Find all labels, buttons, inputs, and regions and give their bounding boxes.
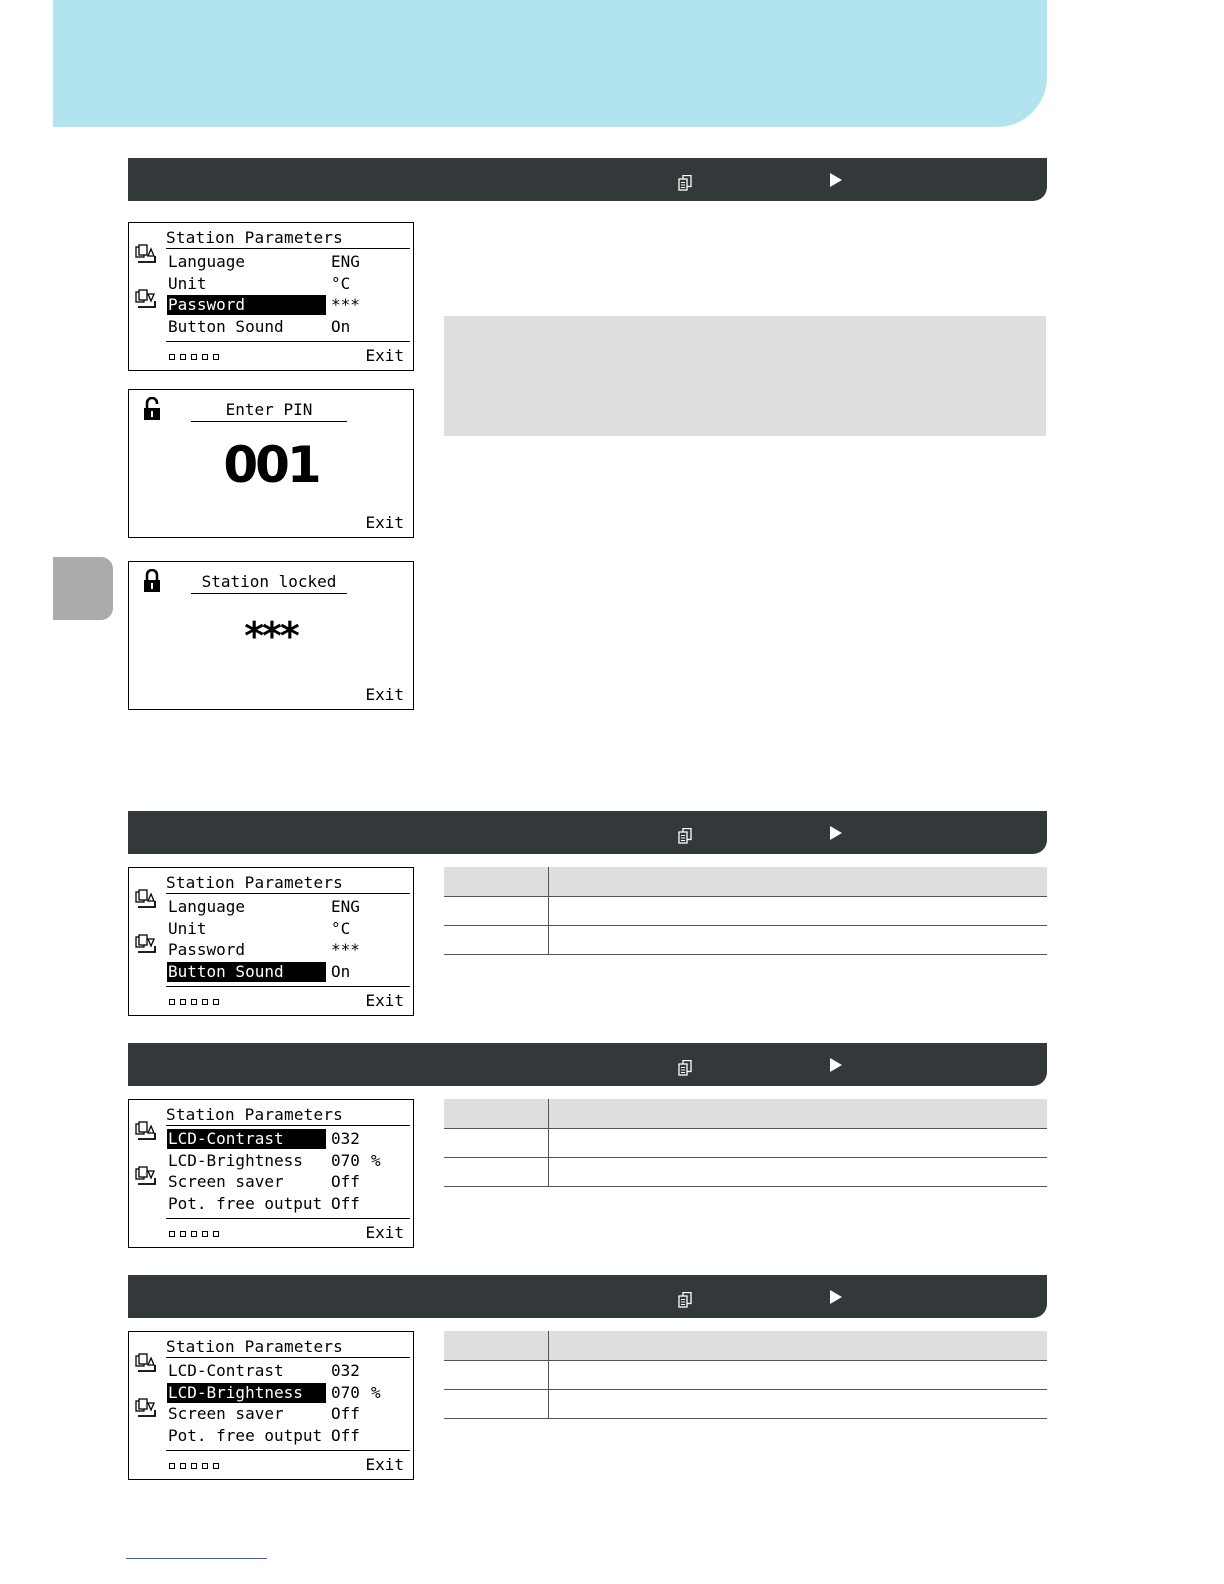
page-indicator [169, 354, 219, 360]
parameter-table-button-sound [444, 867, 1047, 957]
row-value: *** [331, 295, 360, 314]
row-value: °C [331, 274, 351, 293]
section-bar-lcd-brightness [128, 1275, 1047, 1318]
top-banner [53, 0, 1047, 127]
scroll-down-icon [135, 934, 157, 954]
lcd-title: Station Parameters [166, 1337, 343, 1356]
title-divider [166, 248, 410, 249]
bottom-divider [166, 1450, 410, 1451]
row-value: *** [331, 940, 360, 959]
page-indicator [169, 1231, 219, 1237]
play-arrow-icon [830, 826, 842, 840]
exit-button[interactable]: Exit [365, 991, 404, 1010]
row-value: Off [331, 1172, 360, 1191]
menu-list-icon [678, 1060, 692, 1076]
row-value: On [331, 962, 351, 981]
table-rule [444, 1418, 1047, 1419]
menu-list-icon [678, 828, 692, 844]
table-header [444, 867, 1047, 897]
scroll-down-icon [135, 289, 157, 309]
row-label: Pot. free output [168, 1194, 323, 1213]
row-value: ENG [331, 897, 360, 916]
lcd-title: Station Parameters [166, 1105, 343, 1124]
row-label: LCD-Brightness [167, 1383, 326, 1403]
row-value: Off [331, 1404, 360, 1423]
menu-list-icon [678, 1292, 692, 1308]
bottom-divider [166, 986, 410, 987]
pin-value[interactable]: 001 [223, 436, 319, 494]
masked-pin: *** [244, 614, 298, 658]
lcd-screen-password [128, 222, 414, 371]
row-label: Password [167, 295, 326, 315]
row-label: Screen saver [168, 1404, 284, 1423]
play-arrow-icon [830, 1290, 842, 1304]
exit-button[interactable]: Exit [365, 1223, 404, 1242]
table-column-divider [548, 1331, 549, 1419]
lcd-title: Station locked [201, 572, 337, 591]
table-rule [444, 1389, 1047, 1390]
row-label: Pot. free output [168, 1426, 323, 1445]
table-column-divider [548, 1099, 549, 1187]
scroll-down-icon [135, 1166, 157, 1186]
menu-list-icon [678, 175, 692, 191]
row-value: ENG [331, 252, 360, 271]
row-label: Language [168, 252, 246, 271]
row-value: 070 [331, 1383, 360, 1402]
exit-button[interactable]: Exit [365, 346, 404, 365]
play-arrow-icon [830, 1058, 842, 1072]
row-label: Unit [168, 919, 207, 938]
lcd-title: Enter PIN [225, 400, 313, 419]
exit-button[interactable]: Exit [365, 513, 404, 532]
table-header [444, 1099, 1047, 1129]
play-arrow-icon [830, 173, 842, 187]
bottom-divider [166, 1218, 410, 1219]
row-label: Button Sound [168, 317, 284, 336]
table-rule [444, 925, 1047, 926]
scroll-up-icon [135, 244, 157, 264]
lcd-title: Station Parameters [166, 228, 343, 247]
section-bar-button-sound [128, 811, 1047, 854]
locked-padlock-icon [143, 569, 161, 593]
lcd-screen-lcd-contrast [128, 1099, 414, 1248]
table-rule [444, 1186, 1047, 1187]
unlocked-padlock-icon [143, 397, 161, 421]
lcd-screen-enter-pin [128, 389, 414, 538]
lcd-screen-station-locked [128, 561, 414, 710]
chapter-side-tab [53, 557, 113, 620]
row-label: LCD-Contrast [167, 1129, 326, 1149]
page-indicator [169, 999, 219, 1005]
row-value: Off [331, 1194, 360, 1213]
row-value: Off [331, 1426, 360, 1445]
row-unit: % [371, 1151, 381, 1170]
row-label: LCD-Brightness [168, 1151, 303, 1170]
row-label: Screen saver [168, 1172, 284, 1191]
row-label: Password [168, 940, 246, 959]
row-value: °C [331, 919, 351, 938]
table-rule [444, 1128, 1047, 1129]
row-label: Button Sound [167, 962, 326, 982]
lcd-title: Station Parameters [166, 873, 343, 892]
lcd-screen-lcd-brightness [128, 1331, 414, 1480]
parameter-table-lcd-contrast [444, 1099, 1047, 1189]
scroll-up-icon [135, 1121, 157, 1141]
footer-rule [126, 1558, 267, 1559]
parameter-table-lcd-brightness [444, 1331, 1047, 1421]
exit-button[interactable]: Exit [365, 1455, 404, 1474]
table-rule [444, 1360, 1047, 1361]
row-value: 070 [331, 1151, 360, 1170]
section-bar-password [128, 158, 1047, 201]
title-divider [166, 893, 410, 894]
row-value: On [331, 317, 351, 336]
table-rule [444, 896, 1047, 897]
title-divider [191, 593, 347, 594]
title-divider [166, 1357, 410, 1358]
row-label: Language [168, 897, 246, 916]
scroll-up-icon [135, 1353, 157, 1373]
table-header [444, 1331, 1047, 1361]
scroll-down-icon [135, 1398, 157, 1418]
row-value: 032 [331, 1361, 360, 1380]
section-bar-lcd-contrast [128, 1043, 1047, 1086]
table-column-divider [548, 867, 549, 955]
note-box [444, 316, 1046, 436]
row-label: Unit [168, 274, 207, 293]
title-divider [191, 421, 347, 422]
table-rule [444, 1157, 1047, 1158]
table-rule [444, 954, 1047, 955]
row-label: LCD-Contrast [168, 1361, 284, 1380]
row-value: 032 [331, 1129, 360, 1148]
row-unit: % [371, 1383, 381, 1402]
title-divider [166, 1125, 410, 1126]
exit-button[interactable]: Exit [365, 685, 404, 704]
page-indicator [169, 1463, 219, 1469]
bottom-divider [166, 341, 410, 342]
lcd-screen-button-sound [128, 867, 414, 1016]
scroll-up-icon [135, 889, 157, 909]
